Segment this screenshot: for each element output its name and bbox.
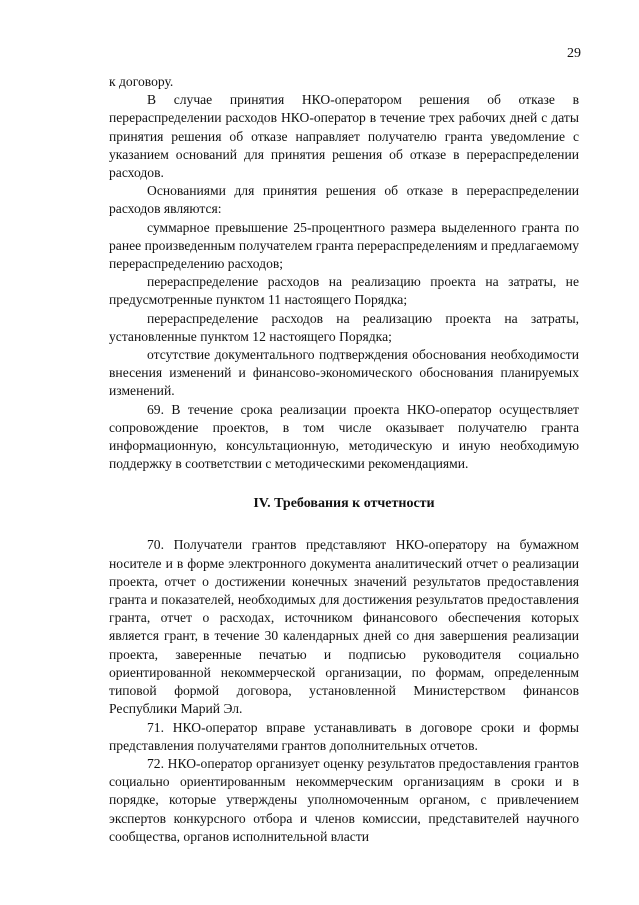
paragraph-refusal-grounds: Основаниями для принятия решения об отказе в перераспределении расходов являются: — [109, 183, 579, 217]
paragraph-ground-established: перераспределение расходов на реализацию проекта на затраты, установленные пунктом 12 настоящего Порядка; — [109, 310, 579, 344]
paragraph-continuation: к договору. — [109, 74, 174, 89]
paragraph-item-69: 69. В течение срока реализации проекта НКО-оператор осуществляет сопровождение проектов, в том числе оказывает получателю гранта информационную, консультационную, методическую и иную необходимую поддержку в соответствии с методическими рекомендациями. — [109, 401, 579, 472]
paragraphs-after-heading — [109, 536, 579, 845]
paragraph-ground-excess: суммарное превышение 25-процентного размера выделенного гранта по ранее произведенным получателем гранта перераспределениям и предлагаемому перераспределению расходов; — [109, 219, 579, 272]
paragraphs-before-heading — [109, 73, 579, 473]
paragraph-item-71: 71. НКО-оператор вправе устанавливать в договоре сроки и формы представления получателями грантов дополнительных отчетов. — [109, 719, 579, 753]
page-number: 29 — [567, 46, 581, 61]
paragraph-ground-no-documentation: отсутствие документального подтверждения обоснования необходимости внесения изменений и финансово-экономического обоснования планируемых изменений. — [109, 347, 579, 399]
paragraph-item-72: 72. НКО-оператор организует оценку результатов предоставления грантов социально ориентированным некоммерческим организациям в сроки и в порядке, которые утверждены уполномоченным органом, с привлечением экспертов конкурсного отбора и членов комиссии, представителей научного сообщества, органов исполнительной власти — [109, 755, 579, 844]
section-heading: IV. Требования к отчетности — [253, 496, 435, 512]
paragraph-refusal-notice: В случае принятия НКО-оператором решения об отказе в перераспределении расходов НКО-оператор в течение трех рабочих дней с даты принятия решения об отказе направляет получателю гранта уведомление с указанием оснований для принятия решения об отказе в перераспределении расходов. — [109, 92, 579, 181]
paragraph-item-70: 70. Получатели грантов представляют НКО-оператору на бумажном носителе и в форме электронного документа аналитический отчет о реализации проекта, отчет о достижении конечных значений результатов предоставления гранта и показателей, необходимых для достижения результатов предоставления гранта, отчет о расходах, источником финансового обеспечения которых является грант, в течение 30 календарных дней со дня завершения реализации проекта, заверенные печатью и подписью руководителя социально ориентированной некоммерческой организации, по формам, определенным типовой формой договора, установленной Министерством финансов Республики Марий Эл. — [109, 537, 579, 717]
paragraph-ground-not-provided: перераспределение расходов на реализацию проекта на затраты, не предусмотренные пунктом 11 настоящего Порядка; — [109, 274, 579, 308]
page-content — [109, 73, 579, 846]
